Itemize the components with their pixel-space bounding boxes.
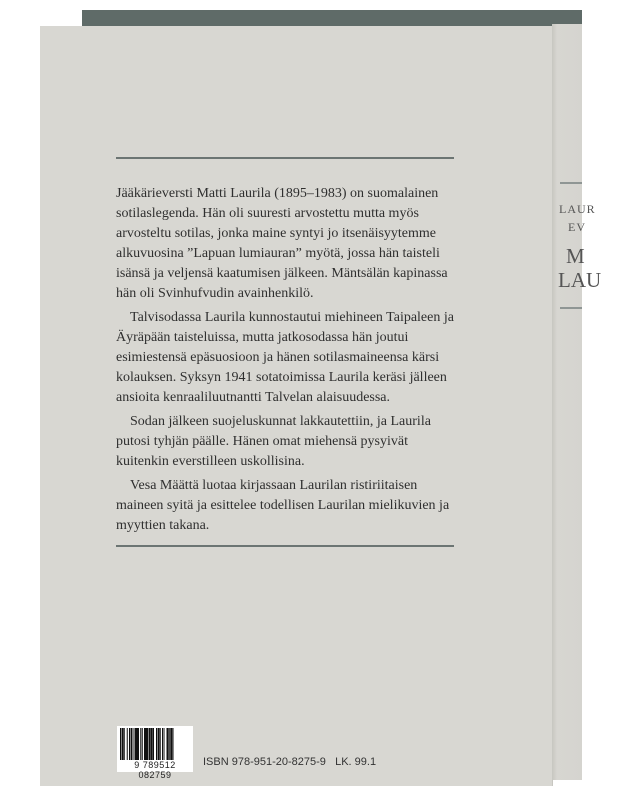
top-divider: [116, 157, 454, 159]
blurb-paragraph: Sodan jälkeen suojeluskunnat lakkautettiin, ja Laurila putosi tyhjän päälle. Hänen omat miehensä pysyivät kuitenkin everstilleen uskollisina.: [116, 414, 431, 469]
barcode: [117, 726, 193, 780]
blurb-paragraph: Vesa Määttä luotaa kirjassaan Laurilan ristiriitaisen maineen syitä ja esittelee todellisen Laurilan mielikuvien ja myyttien takana.: [116, 478, 450, 533]
bottom-divider: [116, 545, 454, 547]
spine-rule-bottom: [560, 307, 582, 309]
spine-text-line3: M: [566, 244, 585, 268]
book-spine: [552, 24, 602, 780]
blurb-text: [116, 184, 456, 540]
spine-rule-top: [560, 182, 582, 184]
barcode-bars: [120, 728, 190, 760]
spine-text-line4: LAU: [558, 268, 602, 292]
blurb-paragraph: Jääkärieversti Matti Laurila (1895–1983) on suomalainen sotilaslegenda. Hän oli suuresti arvostettu mutta myös arvosteltu sotilas, jonka maine syntyi jo itsenäisyytemme alkuvuosina ”Lapuan lumiauran” myötä, jossa hän taisteli isänsä ja veljensä kaatumisen jälkeen. Mäntsälän kapinassa hän oli Svinhufvudin avainhenkilö.: [116, 186, 448, 301]
blurb-paragraph: Talvisodassa Laurila kunnostautui miehineen Taipaleen ja Äyräpään taisteluissa, mutta jatkosodassa hän joutui esimiestensä epäsuosioon ja hänen sotilasmaineensa kärsi kolauksen. Syksyn 1941 sotatoimissa Laurila keräsi jälleen ansioita kenraaliluutnantti Talvelan alaisuudessa.: [116, 310, 454, 405]
spine-text-line2: EV: [568, 220, 586, 234]
barcode-number: 9 789512 082759: [134, 760, 176, 780]
isbn-line: ISBN 978-951-20-8275-9 LK. 99.1: [203, 756, 377, 768]
spine-text-line1: LAUR: [559, 202, 596, 216]
